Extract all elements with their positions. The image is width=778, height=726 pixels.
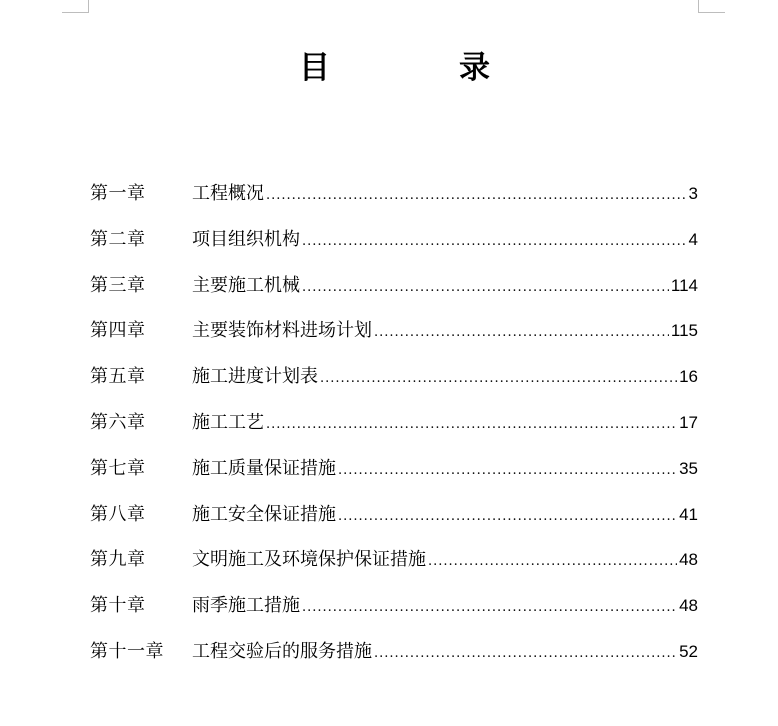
toc-page-number: 4 xyxy=(688,229,698,249)
toc-entry[interactable] xyxy=(90,400,698,446)
toc-chapter-title: 工程概况 xyxy=(192,183,264,204)
toc-dot-leader xyxy=(374,310,669,356)
toc-chapter-title: 主要施工机械 xyxy=(192,274,300,296)
page-corner-mark-right xyxy=(698,0,725,13)
toc-chapter-title: 文明施工及环境保护保证措施 xyxy=(192,549,426,571)
toc-chapter-number: 第二章 xyxy=(90,228,146,250)
toc-chapter-title: 工程交验后的服务措施 xyxy=(192,640,372,662)
toc-chapter-number: 第八章 xyxy=(90,503,146,525)
toc-chapter-number: 第一章 xyxy=(90,183,146,204)
toc-chapter-number: 第五章 xyxy=(90,366,146,388)
toc-page-number: 41 xyxy=(679,504,698,524)
toc-chapter-title: 主要装饰材料进场计划 xyxy=(192,320,372,342)
toc-page-number: 48 xyxy=(679,596,698,616)
toc-dot-leader xyxy=(302,219,687,265)
toc-chapter-number: 第十一章 xyxy=(90,640,164,662)
toc-dot-leader xyxy=(302,585,677,631)
toc-entry[interactable] xyxy=(90,217,698,263)
page-title xyxy=(0,46,778,90)
toc-entry[interactable] xyxy=(90,446,698,492)
toc-chapter-title: 施工进度计划表 xyxy=(192,366,318,388)
toc-chapter-number: 第四章 xyxy=(90,320,146,342)
toc-chapter-title: 雨季施工措施 xyxy=(192,595,300,617)
toc-dot-leader xyxy=(374,631,677,677)
title-char: 目 xyxy=(299,50,330,86)
toc-entry[interactable] xyxy=(90,263,698,309)
toc-page-number: 3 xyxy=(688,184,698,203)
toc-dot-leader xyxy=(266,402,677,448)
toc-chapter-number: 第十章 xyxy=(90,595,146,617)
toc-entry[interactable] xyxy=(90,492,698,538)
toc-dot-leader xyxy=(266,173,687,219)
toc-chapter-number: 第七章 xyxy=(90,457,146,479)
toc-chapter-number: 第三章 xyxy=(90,274,146,296)
toc-page-number: 35 xyxy=(679,458,698,478)
toc-entry[interactable] xyxy=(90,171,698,217)
toc-dot-leader xyxy=(338,494,677,540)
toc-dot-leader xyxy=(338,448,677,494)
table-of-contents xyxy=(90,171,698,675)
toc-chapter-title: 施工质量保证措施 xyxy=(192,457,336,479)
toc-entry[interactable] xyxy=(90,354,698,400)
toc-chapter-number: 第六章 xyxy=(90,411,146,433)
toc-chapter-number: 第九章 xyxy=(90,549,146,571)
toc-chapter-title: 项目组织机构 xyxy=(192,228,300,250)
toc-page-number: 114 xyxy=(670,275,698,295)
toc-chapter-title: 施工工艺 xyxy=(192,411,264,433)
toc-entry[interactable] xyxy=(90,583,698,629)
toc-entry[interactable] xyxy=(90,308,698,354)
toc-dot-leader xyxy=(320,356,677,402)
toc-chapter-title: 施工安全保证措施 xyxy=(192,503,336,525)
toc-entry[interactable] xyxy=(90,537,698,583)
toc-page-number: 115 xyxy=(670,321,698,341)
toc-page-number: 16 xyxy=(679,367,698,387)
title-char: 录 xyxy=(459,50,490,86)
page-corner-mark-left xyxy=(62,0,89,13)
toc-dot-leader xyxy=(302,265,669,311)
toc-page-number: 52 xyxy=(679,641,698,661)
toc-entry[interactable] xyxy=(90,629,698,675)
toc-page-number: 48 xyxy=(679,550,698,570)
toc-page-number: 17 xyxy=(679,412,698,432)
toc-dot-leader xyxy=(428,539,677,585)
